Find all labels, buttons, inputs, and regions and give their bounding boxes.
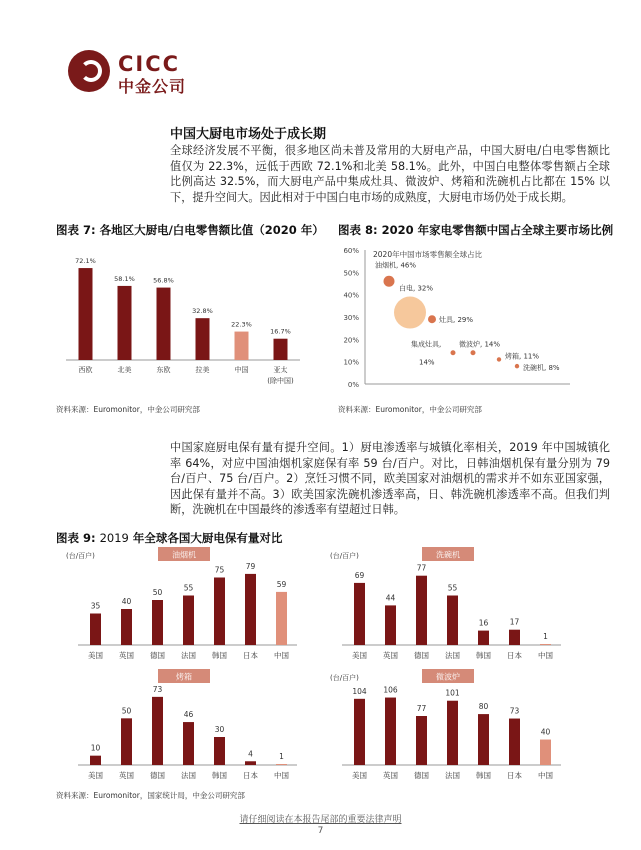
fig9-data-label: 16	[478, 618, 489, 628]
legal-disclaimer-link[interactable]: 请仔细阅读在本报告尾部的重要法律声明	[239, 815, 402, 825]
fig8-data-label: 微波炉, 14%	[459, 340, 501, 349]
fig9-tick-label: 中国	[538, 651, 553, 660]
paragraph-1: 全球经济发展不平衡，很多地区尚未普及常用的大厨电产品，中国大厨电/白电零售额比值仅为 22.3%，远低于西欧 72.1%和北美 58.1%。此外，中国白电整体零售额占全球比例高达 32.5%，而大厨电产品中集成灶具、微波炉、烤箱和洗碗机占比都在 15% 以下，提升空间大。因此相对于中国白电市场的成熟度，大厨电市场仍处于成长期。	[170, 144, 610, 204]
fig9-chart-tag-label: 油烟机	[172, 550, 196, 560]
fig8-y-tick: 60%	[343, 247, 359, 255]
fig8-data-label: 白电, 32%	[399, 284, 434, 293]
fig8-bubble	[497, 357, 501, 361]
fig9-data-label: 55	[183, 583, 194, 593]
fig8-y-tick: 30%	[343, 314, 359, 322]
fig7-bar	[157, 288, 171, 360]
fig9-bar	[509, 630, 520, 645]
fig7-tick-label: 北美	[117, 366, 132, 374]
fig9-tick-label: 中国	[274, 651, 289, 660]
brand-cn: 中金公司	[118, 77, 187, 96]
fig9-bar	[121, 609, 132, 645]
fig8-bubble	[394, 297, 426, 329]
fig9-data-label: 40	[121, 597, 132, 606]
fig9-source: 资料来源：Euromonitor，国家统计局，中金公司研究部	[56, 791, 245, 800]
fig8-bubble	[384, 276, 395, 287]
fig9-data-label: 75	[214, 565, 225, 575]
fig9-bar	[121, 718, 132, 765]
fig9-data-label: 17	[509, 617, 520, 627]
fig7-data-label: 22.3%	[231, 320, 252, 329]
fig9-chart-microwave	[320, 667, 580, 787]
fig9-tick-label: 中国	[274, 771, 289, 780]
fig9-tick-label: 日本	[243, 771, 258, 780]
fig9-data-label: 50	[152, 588, 163, 597]
fig9-bar	[416, 576, 427, 645]
fig9-bar	[540, 740, 551, 765]
fig8-y-tick: 50%	[343, 269, 359, 278]
fig9-tick-label: 韩国	[476, 651, 491, 660]
fig9-data-label: 80	[478, 702, 489, 712]
fig9-data-label: 69	[354, 570, 365, 580]
fig9-tick-label: 韩国	[476, 771, 491, 780]
fig9-data-label: 40	[540, 727, 551, 737]
fig9-bar	[447, 596, 458, 646]
fig9-bar	[183, 596, 194, 646]
fig8-y-tick: 10%	[343, 358, 359, 367]
fig8-data-label: 14%	[419, 358, 435, 367]
fig7-tick-label: 中国	[234, 366, 249, 374]
fig9-chart-tag-label: 烤箱	[176, 672, 192, 682]
fig9-tick-label: 中国	[538, 771, 553, 780]
fig8-bubble-chart	[335, 240, 595, 390]
fig7-data-label: 72.1%	[75, 257, 96, 266]
fig7-tick-label: 拉美	[195, 366, 210, 374]
fig9-tick-label: 德国	[150, 651, 165, 660]
fig7-tick-label: 东欧	[156, 366, 171, 374]
fig9-bar	[354, 699, 365, 765]
fig9-bar	[385, 698, 396, 765]
fig8-data-label: 灶具, 29%	[439, 316, 474, 325]
fig9-data-label: 10	[90, 743, 101, 753]
cicc-logo-mark	[68, 50, 110, 92]
fig9-data-label: 77	[416, 704, 427, 713]
fig9-tick-label: 法国	[445, 771, 460, 780]
fig8-bubble	[428, 315, 436, 323]
fig9-bar	[183, 722, 194, 765]
fig8-data-label: 油烟机, 46%	[375, 261, 417, 270]
fig9-bar	[354, 583, 365, 645]
fig8-data-label: 烤箱, 11%	[505, 352, 540, 361]
fig9-unit-label: (台/百户)	[66, 552, 95, 560]
fig8-bubble	[451, 350, 456, 355]
fig9-tick-label: 英国	[383, 651, 398, 660]
fig9-tick-label: 德国	[414, 651, 429, 660]
fig9-title	[56, 530, 282, 546]
fig9-tick-label: 德国	[150, 771, 165, 780]
fig9-bar	[214, 578, 225, 646]
brand-en: CICC	[118, 52, 181, 76]
fig9-data-label: 104	[352, 686, 367, 696]
fig9-chart-dishwasher	[320, 545, 580, 667]
fig7-source: 资料来源：Euromonitor，中金公司研究部	[56, 405, 200, 414]
fig9-bar	[385, 605, 396, 645]
fig9-tick-label: 美国	[352, 651, 367, 660]
fig7-bar	[235, 332, 249, 360]
fig7-tick-label: 西欧	[78, 366, 93, 374]
fig9-data-label: 1	[279, 752, 284, 761]
fig9-bar	[540, 644, 551, 645]
fig7-tick-sublabel: (除中国)	[267, 377, 294, 385]
fig9-tick-label: 韩国	[212, 771, 227, 780]
fig9-bar	[478, 714, 489, 765]
fig7-data-label: 16.7%	[270, 327, 291, 336]
fig9-tick-label: 法国	[181, 651, 196, 660]
fig9-chart-range-hood	[56, 545, 316, 667]
fig8-y-tick: 40%	[343, 291, 359, 300]
fig7-bar	[196, 318, 210, 360]
fig9-tick-label: 英国	[119, 771, 134, 780]
fig7-bar-chart	[56, 240, 316, 400]
fig9-data-label: 35	[90, 601, 101, 611]
fig9-tick-label: 日本	[243, 651, 258, 660]
fig9-bar	[276, 764, 287, 765]
fig9-data-label: 106	[383, 685, 398, 695]
fig8-data-label: 洗碗机, 8%	[523, 364, 560, 373]
fig9-title-prefix: 图表 9:	[56, 531, 100, 545]
page-number: 7	[317, 826, 324, 836]
fig9-data-label: 59	[276, 579, 287, 589]
fig7-bar	[118, 286, 132, 360]
fig9-chart-tag-label: 洗碗机	[436, 550, 460, 560]
fig9-data-label: 55	[447, 583, 458, 593]
fig9-data-label: 77	[416, 563, 427, 573]
fig9-bar	[214, 737, 225, 765]
fig9-data-label: 4	[248, 749, 253, 759]
fig9-bar	[152, 697, 163, 765]
fig7-tick-label: 亚太	[273, 366, 288, 374]
fig7-bar	[79, 268, 93, 360]
fig9-bar	[152, 600, 163, 645]
fig8-data-label: 集成灶具,	[411, 340, 442, 349]
fig9-unit-label: (台/百户)	[330, 674, 359, 682]
fig9-tick-label: 德国	[414, 771, 429, 780]
fig9-title-year: 2019	[99, 531, 129, 545]
fig9-data-label: 73	[152, 684, 163, 694]
fig9-bar	[509, 719, 520, 765]
fig9-data-label: 73	[509, 706, 520, 716]
fig8-bubble	[471, 350, 476, 355]
fig8-subtitle: 2020年中国市场零售额全球占比	[373, 250, 483, 259]
fig9-chart-tag-label: 微波炉	[436, 672, 460, 682]
fig9-bar	[478, 631, 489, 645]
fig9-tick-label: 英国	[383, 771, 398, 780]
fig8-title: 图表 8: 2020 年家电零售额中国占全球主要市场比例	[338, 223, 614, 237]
fig9-bar	[245, 761, 256, 765]
fig8-y-tick: 20%	[343, 336, 359, 345]
fig9-bar	[90, 614, 101, 646]
fig9-bar	[447, 701, 458, 765]
section-title: 中国大厨电市场处于成长期	[170, 127, 327, 142]
fig8-y-tick: 0%	[347, 381, 359, 389]
paragraph-2: 中国家庭厨电保有量有提升空间。1）厨电渗透率与城镇化率相关，2019 年中国城镇化率 64%，对应中国油烟机家庭保有率 59 台/百户。对比，日韩油烟机保有量分别为 79 台/百户、75 台/百户。2）烹饪习惯不同，欧美国家对油烟机的需求并不如东亚国家强，因此保有量并不高。3）欧美国家洗碗机渗透率高，日、韩洗碗机渗透率不高。但我们判断，洗碗机在中国最终的渗透率有望超过日韩。	[170, 441, 610, 516]
fig9-title-suffix: 年全球各国大厨电保有量对比	[128, 531, 283, 545]
fig9-bar	[416, 716, 427, 765]
fig9-tick-label: 日本	[507, 771, 522, 780]
fig9-tick-label: 美国	[88, 771, 103, 780]
fig9-data-label: 50	[121, 706, 132, 716]
fig7-data-label: 58.1%	[114, 274, 135, 283]
fig9-data-label: 44	[385, 593, 396, 603]
fig9-bar	[90, 756, 101, 765]
fig8-bubble	[515, 364, 519, 368]
fig9-tick-label: 美国	[352, 771, 367, 780]
fig9-data-label: 30	[214, 725, 225, 734]
fig9-chart-oven	[56, 667, 316, 787]
fig9-data-label: 46	[183, 710, 194, 720]
fig9-bar	[245, 574, 256, 645]
fig9-data-label: 101	[445, 688, 460, 698]
fig7-title: 图表 7: 各地区大厨电/白电零售额比值（2020 年）	[56, 223, 324, 237]
fig7-data-label: 56.8%	[153, 276, 174, 285]
fig7-data-label: 32.8%	[192, 307, 213, 316]
fig9-tick-label: 韩国	[212, 651, 227, 660]
fig9-tick-label: 法国	[445, 651, 460, 660]
fig9-tick-label: 法国	[181, 771, 196, 780]
fig9-tick-label: 日本	[507, 651, 522, 660]
fig7-bar	[274, 339, 288, 360]
fig9-bar	[276, 592, 287, 645]
fig9-data-label: 1	[543, 632, 548, 641]
fig9-data-label: 79	[245, 561, 256, 571]
fig9-tick-label: 英国	[119, 651, 134, 660]
fig9-tick-label: 美国	[88, 651, 103, 660]
fig9-unit-label: (台/百户)	[330, 552, 359, 560]
fig8-source: 资料来源：Euromonitor，中金公司研究部	[338, 405, 482, 414]
